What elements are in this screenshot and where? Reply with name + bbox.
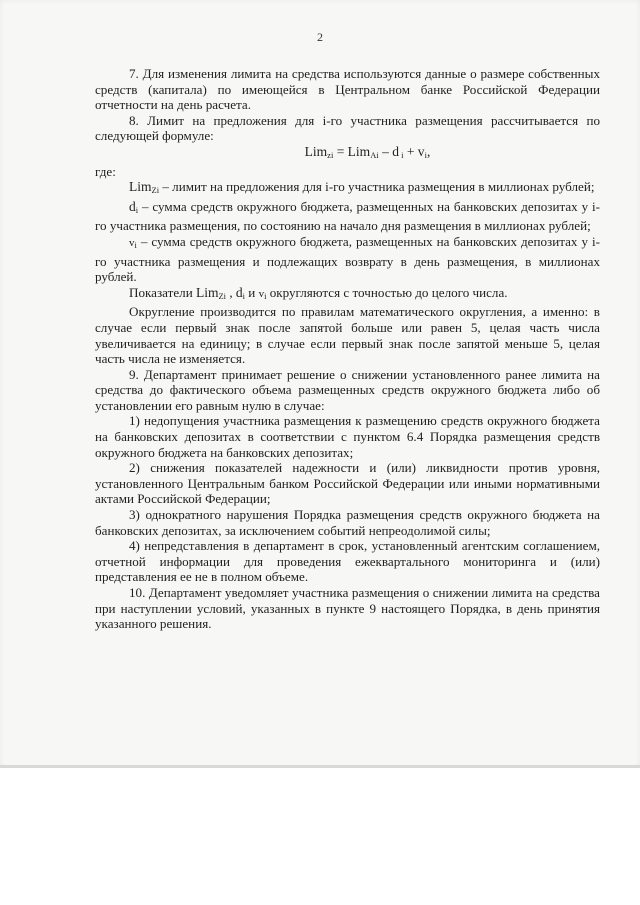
paragraph-9: 9. Департамент принимает решение о снижении установленного ранее лимита на средства до фактического объема размещенных средств окружного бюджета либо об установлении его равным нулю в случае:: [95, 366, 600, 413]
limit-formula: Lim$_{zi}$ = Lim$_{Ai}$ – d $_i + v_i$,: [304, 143, 431, 160]
definition-lim: Lim$_{Zi}$ – лимит на предложения для i-го участника размещения в миллионах рублей;: [129, 179, 595, 196]
paragraph-9-item-4: 4) непредставления в департамент в срок, установленный агентским соглашением, отчетной информации для проведения ежеквартального мониторинга и (или) представления ее не в полном объеме.: [95, 538, 600, 585]
definition-v: $v_i$ – сумма средств окружного бюджета, размещенных на банковских депозитах у i-го участника размещения и подлежащих возврату в день размещения, в миллионах рублей.: [95, 233, 600, 285]
page-number: 2: [317, 30, 323, 44]
paragraph-9-item-2: 2) снижения показателей надежности и (или) ликвидности против уровня, установленного Центральным банком Российской Федерации или иными нормативными актами Российской Федерации;: [95, 460, 600, 507]
paragraph-7: 7. Для изменения лимита на средства используются данные о размере собственных средств (капитала) по имеющейся в Центральном банке Российской Федерации отчетности на день расчета.: [95, 66, 600, 113]
paragraph-9-item-1: 1) недопущения участника размещения к размещению средств окружного бюджета на банковских депозитах в соответствии с пунктом 6.4 Порядка размещения средств окружного бюджета на банковских депозитах;: [95, 413, 600, 460]
paragraph-8: 8. Лимит на предложения для i-го участника размещения рассчитывается по следующей формуле:: [95, 112, 600, 144]
paragraph-9-item-3: 3) однократного нарушения Порядка размещения средств окружного бюджета на банковских депозитах, за исключением событий непреодолимой силы;: [95, 507, 600, 538]
rounding-rules: Округление производится по правилам математического округления, а именно: в случае если первый знак после запятой больше или равен 5, целая часть числа увеличивается на единицу; в случае если первый знак после запятой меньше 5, целая часть числа не изменяется.: [95, 304, 600, 367]
document-body: [95, 66, 600, 632]
where-label: где:: [95, 163, 116, 179]
definition-d: $d_i$ – сумма средств окружного бюджета, размещенных на банковских депозитах у i-го участника размещения, по состоянию на начало дня размещения в миллионах рублей;: [95, 198, 600, 234]
rounding-note: Показатели Lim$_{Zi}$ , $d_i$ и $v_i$ округляются с точностью до целого числа.: [129, 284, 508, 301]
paragraph-10: 10. Департамент уведомляет участника размещения о снижении лимита на средства при наступлении условий, указанных в пункте 9 настоящего Порядка, в день принятия указанного решения.: [95, 585, 600, 632]
